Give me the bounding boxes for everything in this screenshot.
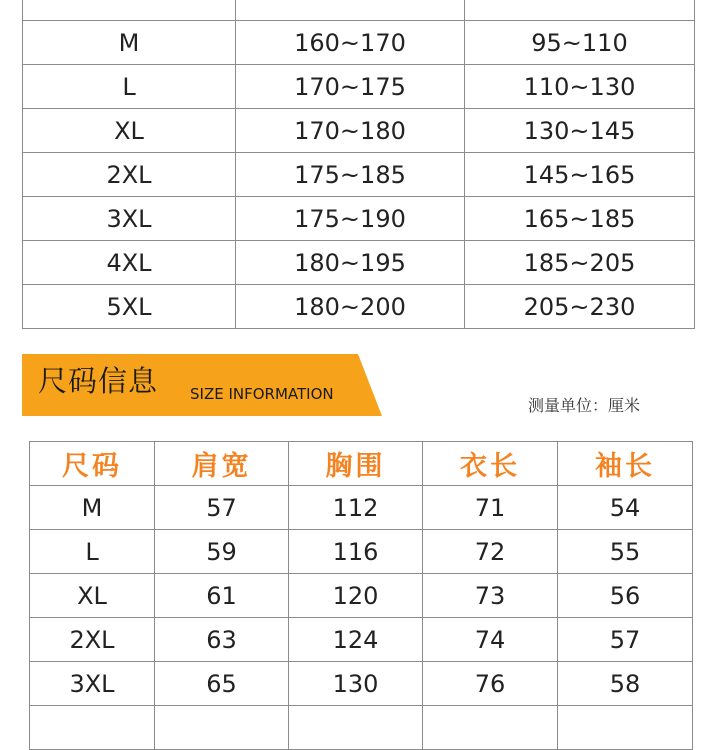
weight-cell: 145~165 [465, 153, 695, 197]
table-row [23, 285, 695, 329]
header-size [23, 0, 236, 21]
chest-cell: 124 [289, 618, 423, 662]
size-cell: 3XL [30, 662, 155, 706]
table-row [23, 241, 695, 285]
shoulder-cell: 65 [155, 662, 289, 706]
table-row [23, 65, 695, 109]
sleeve-cell: 55 [558, 530, 693, 574]
height-cell: 180~200 [236, 285, 465, 329]
size-cell [30, 706, 155, 750]
sleeve-cell: 54 [558, 486, 693, 530]
height-cell: 175~185 [236, 153, 465, 197]
header-sleeve: 袖长 [558, 442, 693, 486]
table-row [30, 618, 693, 662]
header-shoulder: 肩宽 [155, 442, 289, 486]
banner-subtitle: SIZE INFORMATION [190, 385, 334, 403]
height-cell: 170~180 [236, 109, 465, 153]
table-row [23, 21, 695, 65]
size-cell: 3XL [23, 197, 236, 241]
height-weight-table [22, 0, 695, 329]
weight-cell: 205~230 [465, 285, 695, 329]
size-measurement-table [29, 441, 693, 750]
length-cell [423, 706, 558, 750]
height-cell: 170~175 [236, 65, 465, 109]
shoulder-cell: 61 [155, 574, 289, 618]
header-height [236, 0, 465, 21]
size-cell: 4XL [23, 241, 236, 285]
length-cell: 74 [423, 618, 558, 662]
header-size: 尺码 [30, 442, 155, 486]
length-cell: 73 [423, 574, 558, 618]
chest-cell [289, 706, 423, 750]
table-row [30, 706, 693, 750]
size-cell: M [23, 21, 236, 65]
chest-cell: 116 [289, 530, 423, 574]
table-row [23, 153, 695, 197]
table-header-row [23, 0, 695, 21]
shoulder-cell: 57 [155, 486, 289, 530]
header-length: 衣长 [423, 442, 558, 486]
shoulder-cell: 59 [155, 530, 289, 574]
table-row [30, 530, 693, 574]
sleeve-cell: 58 [558, 662, 693, 706]
weight-cell: 95~110 [465, 21, 695, 65]
length-cell: 71 [423, 486, 558, 530]
size-cell: 5XL [23, 285, 236, 329]
table-row [23, 109, 695, 153]
size-cell: L [23, 65, 236, 109]
header-chest: 胸围 [289, 442, 423, 486]
header-weight [465, 0, 695, 21]
size-cell: XL [30, 574, 155, 618]
shoulder-cell: 63 [155, 618, 289, 662]
weight-cell: 110~130 [465, 65, 695, 109]
chest-cell: 120 [289, 574, 423, 618]
weight-cell: 185~205 [465, 241, 695, 285]
shoulder-cell [155, 706, 289, 750]
table-row [30, 574, 693, 618]
table-row [30, 486, 693, 530]
sleeve-cell [558, 706, 693, 750]
size-info-banner [22, 354, 382, 416]
size-cell: 2XL [30, 618, 155, 662]
length-cell: 76 [423, 662, 558, 706]
table-header-row [30, 442, 693, 486]
unit-note: 测量单位：厘米 [528, 396, 641, 415]
length-cell: 72 [423, 530, 558, 574]
chest-cell: 112 [289, 486, 423, 530]
weight-cell: 130~145 [465, 109, 695, 153]
height-cell: 175~190 [236, 197, 465, 241]
table-row [23, 197, 695, 241]
size-cell: M [30, 486, 155, 530]
size-cell: L [30, 530, 155, 574]
height-cell: 180~195 [236, 241, 465, 285]
table-row [30, 662, 693, 706]
size-cell: XL [23, 109, 236, 153]
sleeve-cell: 57 [558, 618, 693, 662]
sleeve-cell: 56 [558, 574, 693, 618]
weight-cell: 165~185 [465, 197, 695, 241]
height-cell: 160~170 [236, 21, 465, 65]
size-cell: 2XL [23, 153, 236, 197]
chest-cell: 130 [289, 662, 423, 706]
banner-title: 尺码信息 [38, 364, 159, 398]
